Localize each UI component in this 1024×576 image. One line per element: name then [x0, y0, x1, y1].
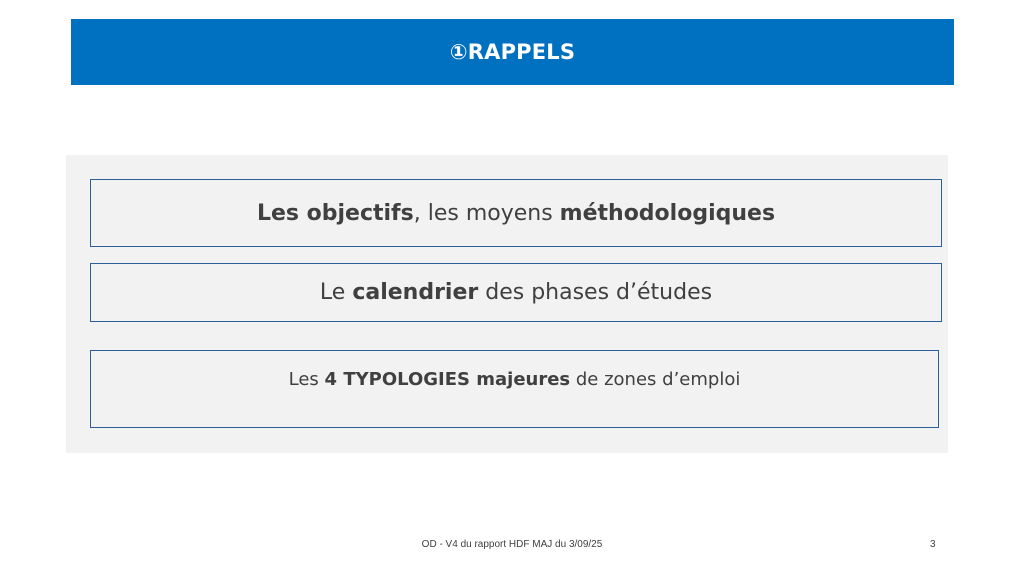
text-bold: calendrier — [352, 280, 479, 305]
reminder-text — [289, 369, 741, 390]
footer-text: OD - V4 du rapport HDF MAJ du 3/09/25 — [421, 539, 603, 550]
content-panel — [66, 155, 948, 453]
reminder-text — [320, 280, 712, 305]
text-regular: des phases d’études — [478, 280, 713, 305]
text-bold: 4 TYPOLOGIES majeures — [324, 369, 571, 390]
slide-title: ①RAPPELS — [449, 40, 576, 64]
text-regular: Les — [288, 369, 325, 390]
reminder-text — [257, 201, 775, 226]
page-number: 3 — [930, 539, 936, 550]
text-regular: , les moyens — [413, 200, 560, 226]
reminder-box-calendar — [90, 263, 942, 322]
text-bold: méthodologiques — [559, 200, 776, 226]
header-band — [71, 19, 954, 85]
text-bold: Les objectifs — [256, 200, 414, 226]
reminder-box-typologies — [90, 350, 939, 428]
text-regular: Le — [319, 280, 353, 305]
text-regular: de zones d’emploi — [570, 369, 741, 390]
reminder-box-objectives — [90, 179, 942, 247]
